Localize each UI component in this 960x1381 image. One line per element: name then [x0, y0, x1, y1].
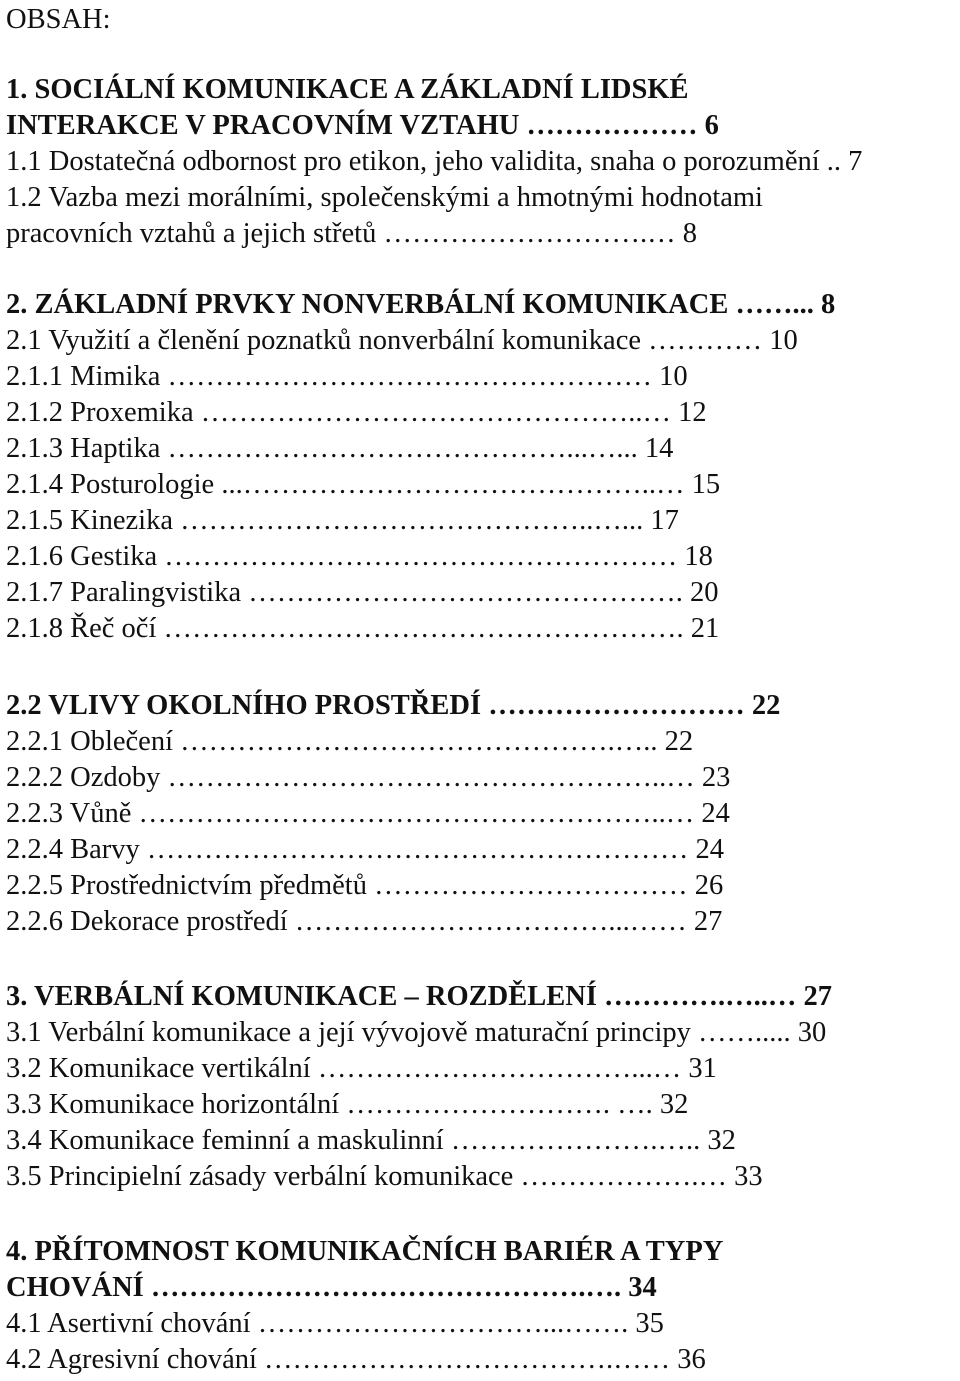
toc-entry-3-5: 3.5 Principielní zásady verbální komunikace ……………….… 33	[6, 1161, 763, 1192]
toc-entry-1-1: 1.1 Dostatečná odbornost pro etikon, jeho validita, snaha o porozumění .. 7	[6, 146, 863, 177]
toc-entry-2-2: 2.2 VLIVY OKOLNÍHO PROSTŘEDÍ ……………………… 22	[6, 690, 781, 721]
toc-entry-2-1-3: 2.1.3 Haptika ……………………………………...…... 14	[6, 433, 674, 464]
toc-entry-2-1-5: 2.1.5 Kinezika ……………………………………..…... 17	[6, 505, 679, 536]
toc-entry-2-2-6: 2.2.6 Dekorace prostředí ……………………………...…… 27	[6, 906, 723, 937]
toc-entry-4-1: 4.1 Asertivní chování …………………………...……. 35	[6, 1308, 664, 1339]
toc-entry-2-2-5: 2.2.5 Prostřednictvím předmětů …………………………… 26	[6, 870, 724, 901]
toc-entry-3: 3. VERBÁLNÍ KOMUNIKACE – ROZDĚLENÍ ………….…..… 27	[6, 981, 833, 1012]
toc-entry-2-1: 2.1 Využití a členění poznatků nonverbální komunikace ………… 10	[6, 325, 798, 356]
toc-entry-2: 2. ZÁKLADNÍ PRVKY NONVERBÁLNÍ KOMUNIKACE ……... 8	[6, 289, 836, 320]
toc-entry-2-2-4: 2.2.4 Barvy ………………………………………………… 24	[6, 834, 725, 865]
toc-entry-2-1-6: 2.1.6 Gestika ……………………………………………… 18	[6, 541, 713, 572]
toc-entry-1-cont: INTERAKCE V PRACOVNÍM VZTAHU ……………… 6	[6, 110, 719, 141]
toc-entry-2-1-2: 2.1.2 Proxemika ………………………………………..… 12	[6, 397, 707, 428]
toc-entry-1-2: 1.2 Vazba mezi morálními, společenskými a hmotnými hodnotami	[6, 182, 763, 213]
toc-entry-4-2: 4.2 Agresivní chování ……………………………….…… 36	[6, 1344, 706, 1375]
toc-entry-1: 1. SOCIÁLNÍ KOMUNIKACE A ZÁKLADNÍ LIDSKÉ	[6, 74, 689, 105]
toc-entry-4-cont: CHOVÁNÍ ……………………………………….…. 34	[6, 1272, 657, 1303]
toc-entry-2-2-3: 2.2.3 Vůně ………………………………………………..… 24	[6, 798, 730, 829]
toc-entry-2-1-4: 2.1.4 Posturologie ...……………………………………..… 15	[6, 469, 721, 500]
toc-entry-2-1-8: 2.1.8 Řeč očí ………………………………………………. 21	[6, 613, 720, 644]
toc-entry-3-1: 3.1 Verbální komunikace a její vývojově maturační principy ……..... 30	[6, 1017, 827, 1048]
toc-entry-2-2-1: 2.2.1 Oblečení ……………………………………….….. 22	[6, 726, 694, 757]
toc-entry-4: 4. PŘÍTOMNOST KOMUNIKAČNÍCH BARIÉR A TYPY	[6, 1236, 724, 1267]
toc-entry-3-4: 3.4 Komunikace feminní a maskulinní ………………….….. 32	[6, 1125, 736, 1156]
page-heading: OBSAH:	[6, 4, 111, 35]
toc-entry-3-3: 3.3 Komunikace horizontální ………………………. …. 32	[6, 1089, 689, 1120]
toc-entry-2-1-1: 2.1.1 Mimika …………………………………………… 10	[6, 361, 688, 392]
toc-entry-1-2-cont: pracovních vztahů a jejich střetů ……………………….… 8	[6, 218, 697, 249]
toc-entry-2-1-7: 2.1.7 Paralingvistika ………………………………………. 20	[6, 577, 719, 608]
toc-entry-3-2: 3.2 Komunikace vertikální ……………………………...… 31	[6, 1053, 717, 1084]
toc-entry-2-2-2: 2.2.2 Ozdoby ……………………………………………..… 23	[6, 762, 731, 793]
